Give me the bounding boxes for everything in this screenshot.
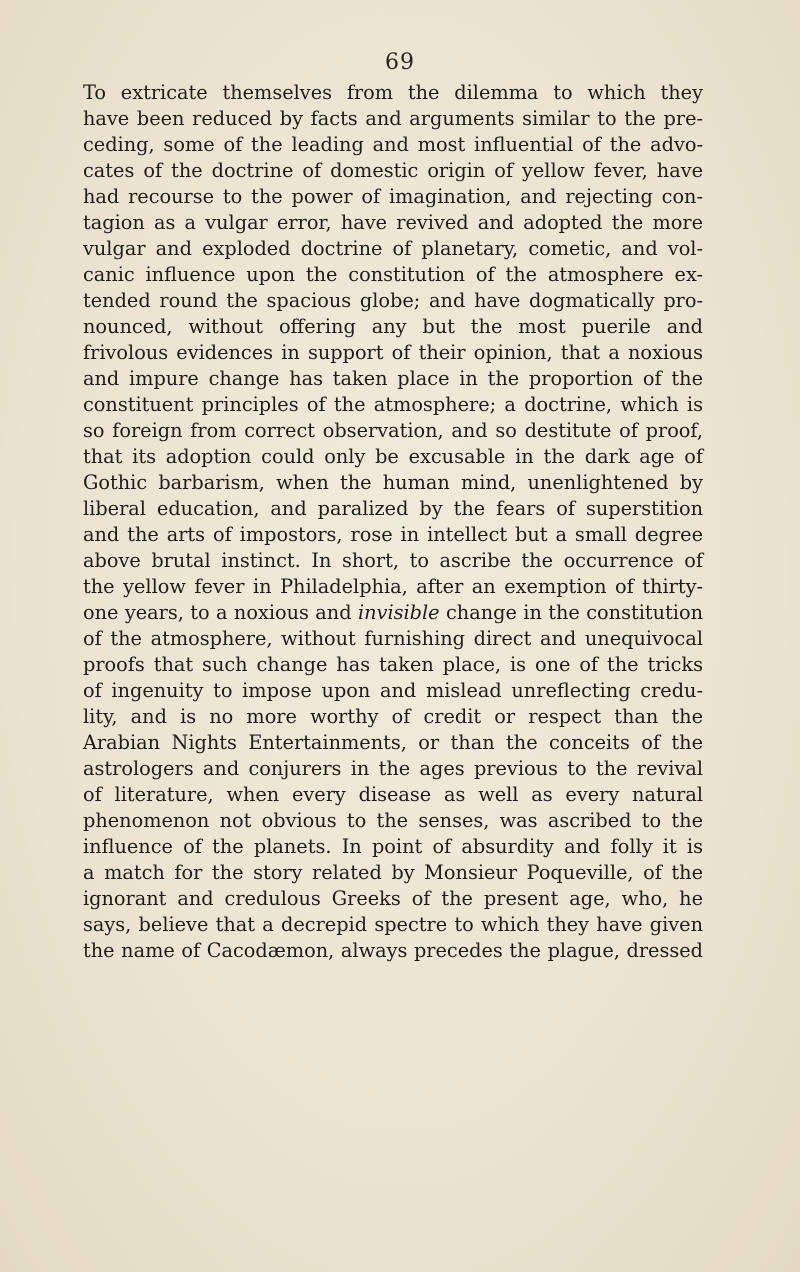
text-line: of the atmosphere, without furnishing direct and unequivocal [83, 627, 703, 650]
text-line: have been reduced by facts and arguments similar to the pre- [83, 107, 703, 130]
text-line: had recourse to the power of imagination, and rejecting con- [83, 185, 703, 208]
text-line: proofs that such change has taken place, is one of the tricks [83, 653, 703, 676]
text-line: the yellow fever in Philadelphia, after an exemption of thirty- [83, 575, 703, 598]
text-line: of ingenuity to impose upon and mislead unreflecting credu- [83, 679, 703, 702]
text-line: a match for the story related by Monsieur Poqueville, of the [83, 861, 703, 884]
text-line: Gothic barbarism, when the human mind, unenlightened by [83, 471, 703, 494]
text-line: tagion as a vulgar error, have revived and adopted the more [83, 211, 703, 234]
text-line: constituent principles of the atmosphere; a doctrine, which is [83, 393, 703, 416]
text-segment: change in the constitution [439, 601, 703, 624]
text-line: lity, and is no more worthy of credit or respect than the [83, 705, 703, 728]
text-line: vulgar and exploded doctrine of planetary, cometic, and vol- [83, 237, 703, 260]
text-line: frivolous evidences in support of their opinion, that a noxious [83, 341, 703, 364]
text-line: Arabian Nights Entertainments, or than the conceits of the [83, 731, 703, 754]
page-number: 69 [385, 50, 415, 75]
body-text [83, 80, 703, 964]
text-line: cates of the doctrine of domestic origin of yellow fever, have [83, 159, 703, 182]
text-line: ignorant and credulous Greeks of the present age, who, he [83, 887, 703, 910]
text-line: nounced, without offering any but the most puerile and [83, 315, 703, 338]
text-line: above brutal instinct. In short, to ascribe the occurrence of [83, 549, 703, 572]
text-line: astrologers and conjurers in the ages previous to the revival [83, 757, 703, 780]
text-line: and the arts of impostors, rose in intellect but a small degree [83, 523, 703, 546]
text-line: and impure change has taken place in the proportion of the [83, 367, 703, 390]
text-line-with-italic [83, 600, 703, 626]
text-line: To extricate themselves from the dilemma to which they [83, 81, 703, 104]
text-line: influence of the planets. In point of absurdity and folly it is [83, 835, 703, 858]
text-line: of literature, when every disease as well as every natural [83, 783, 703, 806]
text-line: the name of Cacodæmon, always precedes the plague, dressed [83, 939, 703, 962]
text-line: liberal education, and paralized by the fears of superstition [83, 497, 703, 520]
text-line: canic influence upon the constitution of the atmosphere ex- [83, 263, 703, 286]
text-line: phenomenon not obvious to the senses, was ascribed to the [83, 809, 703, 832]
text-segment: one years, to a noxious and [83, 601, 358, 624]
text-line: ceding, some of the leading and most influential of the advo- [83, 133, 703, 156]
text-line: tended round the spacious globe; and have dogmatically pro- [83, 289, 703, 312]
text-line: that its adoption could only be excusable in the dark age of [83, 445, 703, 468]
italic-word: invisible [357, 601, 440, 624]
text-line: says, believe that a decrepid spectre to which they have given [83, 913, 703, 936]
text-line: so foreign from correct observation, and so destitute of proof, [83, 419, 703, 442]
